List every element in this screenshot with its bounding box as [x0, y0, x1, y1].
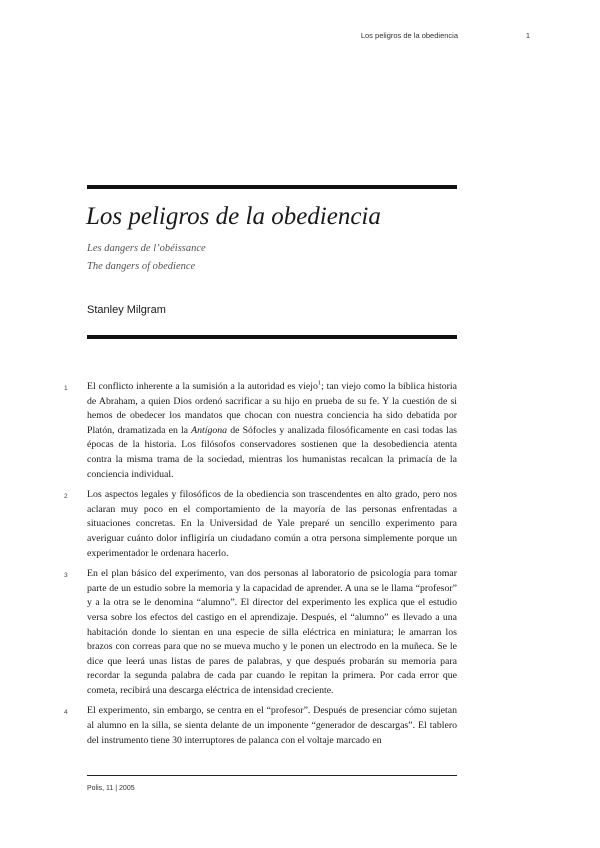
paragraph-text [87, 381, 457, 480]
paragraph-text: Los aspectos legales y filosóficos de la obediencia son trascendentes en alto grado, pero nos aclaran muy poco en el comportamiento de la mayoría de las personas enfrentadas a situaciones concretas. En la Universidad de Yale preparé un sencillo experimento para averiguar cuánto dolor infligiría un ciudadano común a otra persona simplemente porque un experimentador le ordenara hacerlo. [87, 489, 457, 559]
running-title: Los peligros de la obediencia [360, 31, 458, 40]
paragraph-3 [64, 567, 457, 698]
title-top-rule [87, 185, 457, 189]
paragraph-text-part: El conflicto inherente a la sumisión a la autoridad es viejo [87, 381, 318, 392]
author-name: Stanley Milgram [87, 304, 166, 316]
paragraph-text-part: de Sófocles y analizada filosóficamente en casi todas las épocas de la historia. Los filósofos conservadores sostienen que la desobediencia atenta contra la misma trama de la sociedad, mientras los humanistas recalcan la primacía de la conciencia individual. [87, 424, 457, 480]
paragraph-number: 2 [64, 493, 68, 501]
paragraph-text: En el plan básico del experimento, van dos personas al laboratorio de psicología para tomar parte de un estudio sobre la memoria y la capacidad de aprender. A una se le llama “profesor” y a la otra se le denomina “alumno”. El director del experimento les explica que el estudio versa sobre los efectos del castigo en el aprendizaje. Después, el “alumno” es llevado a una habitación donde lo sientan en una especie de silla eléctrica en miniatura; le amarran los brazos con correas para que no se mueva mucho y le ponen un electrodo en la muñeca. Se le dice que leerá unas listas de pares de palabras, y que después probarán su memoria para recordar la segunda palabra de cada par cuando le repitan la primera. Por cada error que cometa, recibirá una descarga eléctrica de intensidad creciente. [87, 568, 457, 696]
running-head [0, 31, 600, 43]
paragraph-text: El experimento, sin embargo, se centra en el “profesor”. Después de presenciar cómo sujetan al alumno en la silla, se sienta delante de un imponente “generador de descargas”. El tablero del instrumento tiene 30 interruptores de palanca con el voltaje marcado en [87, 705, 457, 746]
paragraph-4 [64, 704, 457, 748]
footnote-link[interactable]: 1 [317, 379, 322, 387]
paragraph-2 [64, 488, 457, 561]
title-bottom-rule [87, 335, 457, 339]
article-body [64, 379, 457, 754]
paragraph-text-part: ; tan viejo como la bíblica historia de Abraham, a quien Dios ordenó sacrificar a su hijo en prueba de su fe. Y la cuestión de si hemos de obedecer los mandatos que chocan con nuestra conciencia ha sido debatida por Platón, dramatizada en la [87, 381, 457, 436]
footer-rule [87, 775, 457, 776]
page-number: 1 [525, 31, 530, 40]
paragraph-1 [64, 379, 457, 482]
subtitle-english: The dangers of obedience [87, 261, 196, 272]
paragraph-number: 1 [64, 385, 68, 392]
footer-citation: Polis, 11 | 2005 [87, 785, 135, 792]
italic-title: Antígona [191, 424, 228, 436]
subtitle-french: Les dangers de l’obéissance [87, 243, 206, 254]
paragraph-number: 3 [64, 572, 68, 580]
paragraph-number: 4 [64, 709, 68, 717]
article-title: Los peligros de la obediencia [86, 203, 381, 230]
